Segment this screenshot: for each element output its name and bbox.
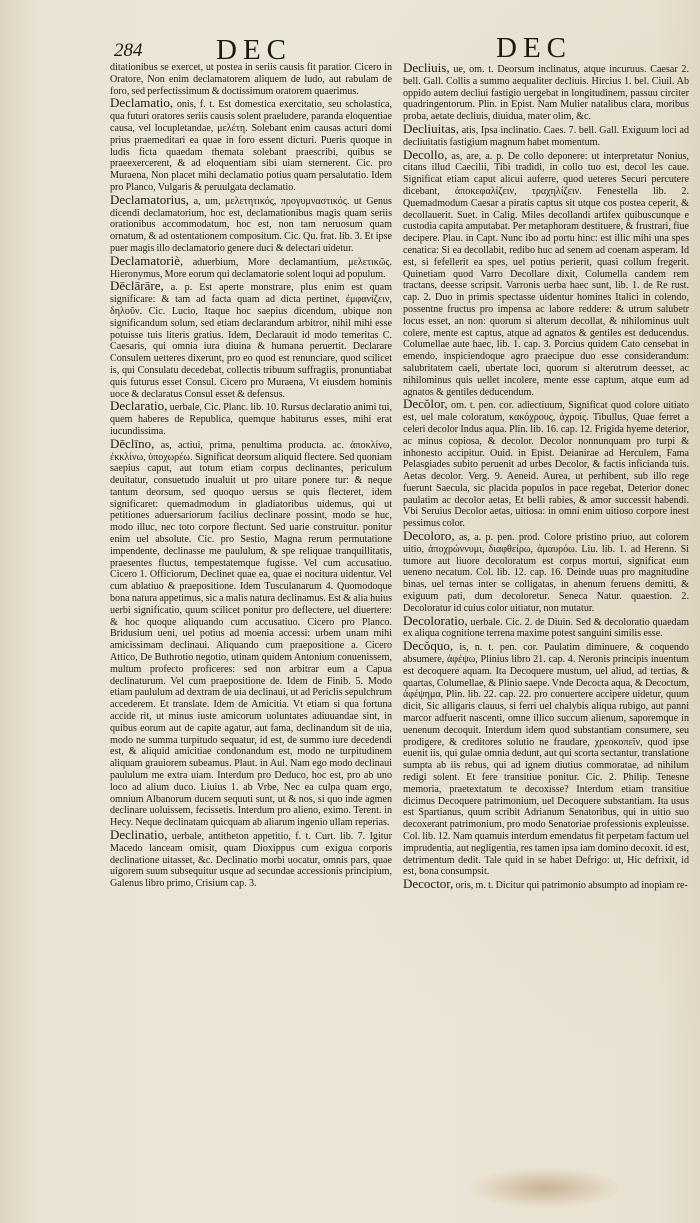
entry-headword: Declinatio, [110, 827, 168, 842]
entry-text: as, a. p. pen. prod. Colore pristino priuo, aut colorem uitio, ἀποχρώννυμι, διαφθείρω, ἀμαυρόω. Liu. lib. 1. ad Herenn. Si tumore aut liuore decoloratum est corpus mortui, significat eum ueneno necatum. Col. lib. 12. cap. 16. Deinde uuas pro magnitudine binas, uel ternas inter se colligatas, in ahenum feruens demitti, & exiguum pati, dum decoloretur. Seneca Natur. quaestion. 2. Decoloratur id cuius color uitiatur, non mutatur. [403, 532, 689, 614]
entry-text: uerbale, Cic. Planc. lib. 10. Rursus declaratio animi tui, quem haberes de Republica, quemque habiturus esses, mihi erat iucundissima. [110, 402, 392, 437]
entry-text: uerbale, antitheton appetitio, f. t. Curt. lib. 7. Igitur Macedo lanceam omisit, quam Dioxippus cum exigua corporis declinatione uitasset, &c. Declinatio morbi uocatur, omnis pars, quae uigorem suum subsequitur usque ad secundae accessionis principium, Galenus libro primo, Crisium cap. 3. [110, 831, 392, 890]
dictionary-entry [403, 612, 689, 641]
entry-headword: Decliuis, [403, 60, 450, 75]
entry-text: om. t. pen. cor. adiectiuum, Significat quod colore uitiato est, uel male coloratum, κακόχρους, ἀχροίς. Tibullus, Quae ferret a celeri decolor Indus aqua. Plin. lib. 16. cap. 12. Frigida hyeme deterior, ac minus copiosa, & decolor. Decolor nonnunquam pro turpi & inhonesto accipitur. Ouid. in Epist. Deianirae ad Herculem, Fama Pelasgiades subito peruenit ad urbes Decolor, & factis inficianda tuis. Aetas decolor. Verg. 9. Aeneid. Aurea, ut perhibent, sub illo rege fuerunt Saecula, sic placida populos in pace regebat, Deterior donec paulatim ac decolor aetas, Et belli rabies, & amor successit habendi. Vbi Seruius Decolor aetas, uitiosa: in omni enim uitioso corpore inest pessimus color. [403, 400, 689, 530]
dictionary-entry [110, 191, 392, 255]
entry-headword: Dēclārāre, [110, 278, 164, 294]
dictionary-entry [403, 530, 689, 615]
entry-text: uerbale. Cic. 2. de Diuin. Sed & decoloratio quaedam ex aliqua cognitione terrena maxime potest sanguini similis esse. [403, 616, 689, 640]
running-head-right: DEC [496, 32, 572, 64]
entry-headword: Declamatio, [110, 95, 174, 111]
dictionary-entry [403, 878, 689, 892]
dictionary-entry [110, 280, 392, 400]
entry-headword: Decliuitas, [403, 120, 459, 136]
entry-text: ue, om. t. Deorsum inclinatus, atque incuruus. Caesar 2. bell. Gall. Collis a summo aequaliter decliuis. Hircius 1. bel. Ciuil. Ab oppido autem decliui fastigio uergebat in longitudinem, passuu circiter quadringentorum. Plin. in Epist. Nam Mulier natalibus clara, moribus proba, aetate decliuis, diuidua, mater olim, &c. [403, 64, 689, 123]
entry-text: ditationibus se exercet, ut postea in seriis causis fit paratior. Cicero in Oratore, Non enim declamatorem aliquem de ludo, aut rabulam de foro, sed perfectissimum & doctissimum oratorem quaerimus. [110, 62, 392, 97]
entry-headword: Dēclīno, [110, 435, 155, 451]
entry-text: is, n. t. pen. cor. Paulatim diminuere, & coquendo absumere, ἀφέψω, Plinius libro 21. cap. 4. Neronis principis inuentum est decoquere aquam. Ita Decoquere mustum, uel aliud, ad tertias, & quartas, Columellae, & Plinio saepe. Vnde Decocta aqua, & Decoctum, ἀφέψημα, Plin. lib. 22. cap. 22. pro conuertere accipere uidetur, quum dicit, Sic alligaris clauus, si ferri uel chalybis aliqua rubigo, aut panni marcor adfuerit nascenti, omne illico succum alienum, saporemque in uenenum decoquit. Interdum idem quod substantiam consumere, seu prodigere, & creditores solutio ne fraudare, χρεοκοπεῖν, quod ipse euenit iis, qui gulae omnia dedunt, aut qui scorta sectantur, translatione sumpta ab iis rebus, qui ad ignem diutius commoratae, ad nihilum redigi solent. Et fere transitiue ponitur. Cic. 2. Philip. Tenesne memoria, praetextatum te decoxisse? Interdum etiam transitiue dicimus Decoquere patrimonium, uel Decoquere substantiam. Ita usus est Spartianus, quum scribit Adrianum Senatoribus, qui in uitio suo decoxerant patrimonium, pro modo Senatoriae professionis expleuisse. Col. lib. 12. Nam quamuis interdum emendatus fit perpetam factum uel imprudentia, aut negligentia, res tamen ipsa iam domino decoxit. id est, detrimentum dedit. Tale quid in se habet Defrigo: ut, Hic defrixit, id est, bona consumpsit. [403, 642, 689, 878]
entry-headword: Decŏquo, [403, 638, 454, 654]
left-column [110, 62, 392, 890]
dictionary-entry [110, 97, 392, 193]
entry-text: as, are, a. p. De collo deponere: ut interpretatur Nonius, citans illud Caecilii, Tibi tradidi, in collo tuo est, decol les caue. Significat etiam caput alicui auferre, quod ueteres Securi percutere dicebant, ἀποκεφαλίζειν, τραχηλίζειν. Fenestella lib. 2. Quemadmodum Caesar a piratis captus sit utque cos postea ceperit, & decollauerit. Suet. in Calig. Miles decollandi artifex quibuscunque e custodia capita amputabat. Per metaphoram destituere, & frustrari, fiue decipere. Plau. in Capt. Nunc ibo ad portu hinc: est illic mihi una spes cenatica: Si ea decollabit, redibo huc ad senem ad coenam asperam. Id est, si fefellerit ea spes, uel potius perierit, quasi collum fregerit. Quinetiam quod Varro Decollare dixit, Columella candem rem tractans, deesse scripsit. Varronis uerba haec sunt, lib. 1. de Re rust. cap. 2. Duo in primis spectasse uidentur homines Italici in colendo, possentne fructus pro impensa ac labore reddere: & utrum salubetr locus esset, an non: quorum si alterum decollat, & nihilominus uult colere, mente est captus, atque ad agnatos & gentiles est deducendus. Columellae aute haec, lib. 1. cap. 3. Porcius quidem Cato censebat in emendo, inspiciendoque agro praecipue duo esse considerandum: salubritatem caeli, ubertate loci, quorum si alterutrum deesset, ac nihilominus quis uellet incolere, mente esse captum, atque eum ad agnatos & gentiles deducendum. [403, 150, 689, 398]
entry-headword: Declamatorius, [110, 191, 190, 207]
paper-stain [470, 1168, 620, 1208]
entry-text: aduerbium, More declamantium, μελετικῶς. Hieronymus, More eorum qui declamatorie solent loqui ad populum. [110, 256, 392, 280]
entry-headword: Decollo, [403, 146, 448, 162]
dictionary-entry [403, 146, 689, 399]
dictionary-entry [110, 435, 393, 829]
right-column [403, 62, 689, 892]
entry-headword: Decoctor, [403, 876, 454, 892]
dictionary-entry [110, 400, 392, 437]
dictionary-entry [110, 62, 392, 97]
entry-text: oris, m. t. Dicitur qui patrimonio absumpto ad inopiam re- [455, 880, 688, 892]
dictionary-entry [403, 120, 689, 149]
entry-text: onis, f. t. Est domestica exercitatio, seu scholastica, qua futuri oratores seriis causis solent praeludere, paranda eloquentiae causa, vel locupletandae, μελέτη. Solebant enim causas acturi domi prius praemeditari ea quae in foro essent dicturi. Pueris quoque in ludis ficta quaedam themata solebant praescribi, quibus se praeexercerent, & ad eloquentiam sibi uiam sternerent. Cic. pro Muraena, Non placet mihi declamatio potius quam persalutatio. Idem pro Planco, Vulgaris & peruulgata declamatio. [110, 99, 392, 193]
dictionary-entry [110, 252, 392, 281]
entry-text: as, actiui, prima, penultima producta. ac. ἀποκλίνω, ἐκκλίνω, ὑποχωρέω. Significat deorsum aliquid flectere. Sed quoniam saepius caput, aut totum etiam corpus declinantes, periculum deuitatur, consuetudo inualuit ut pro uitare ponere tur: & neque tantum deorsum, sed quoquo uersus se quis flecteret, idem significaret: quemadmodum in gladiatoribus uidemus, qui ut petitiones aduersariorum facilius declinare possint, modo se huc, modo illuc, nec toto corpore flectunt. Sed uarie construitur. ponitur enim uel absolute. Cic. pro Sestio, Magna rerum permutatione impendente, declinasse me paululum, & spe reliquae tranquillitatis, praesentes fluctus, tempestatemque fugisse. Vel cum accusatiuo. Cicero 1. Officiorum, Declinet quae ea, quae ei nocitura uidentur. Vel cum ablatiuo & praepositione. Idem Tusculanarum 4. Quomodoque bona natura appetimus, sic a malis natura declinamus. Est & alia huius uerbi significatio, quum scilicet ponitur pro deflectere, uel diuertere: & hoc quoque aliquando cum accusatiuo. Cicero pro Planco. Bridusium ueni, uel potius ad moenia accessi: urbem unam mihi amicissimam declinaui. Aliquando cum praepositione a. Cicero Attico, De Buthrotio negotio, utinam quidem Antonium conuenissem, multum profecto proficeres: sed non arbitrar eum a Capua declinaturum. Vel cum praepositione de. Idem de Finib. 5. Modo etiam paululum ad dextram de uia declinaui, ut ad Periclis sepulchrum accederem. Et translate. Idem de Amicitia. Vt etiam si qua fortuna accide rit, ut minus iuste amicorum uoluntates adiuuandae sint, in quibus eorum aut de capite agatur, aut fama, declinandum sit de uia, modo ne summa turpitudo sequatur, id est, de summo iure decedendi est, & aliquid amicitiae condonandum est, modo ne turpitudinem aliquam grauiorem subeamus. Plaut. in Aul. Nam ego modo declinaui paululum me extra uiam. Interdum pro Deduco, hoc est, pro ab uno loco ad alium duco. Liuius 1. ab Vrbe, Nec ea culpa quam ergo, omnium Albanorum ducem sequuti sunt, ut & nos, si quo inde agmen declinare uoluissem, fecissetis. Interdum pro alieno, eximo. Terent. in Hecy. Neque declinatam quicquam ab aliarum ingenio ullam reperias. [110, 439, 393, 829]
dictionary-entry [403, 398, 689, 530]
entry-text: a. p. Est aperte monstrare, plus enim est quam significare: & tam ad facta quam ad dicta pertinet, ἐμφανίζειν, δηλοῦν. Cic. Lucio, Itaque hoc saepius dicendum, ubique non significandum solum, sed etiam declarandum arbitror, nihil mihi esse potuisse tuis literis gratius. Idem, Declarauit id modo temeritas C. Caesaris, qui omnia iura diuina & humana peruertit. Declarare Consulem uetteres dixerunt, pro eo quod est renunciare, quod scilicet is, qui Consulatu decedebat, collectis tribuum suffragiis, pronuntiabat quis futurus esset Consul. Cicero pro Muraena, Vt eiusdem hominis uoce & declaratus Consul esset & defensus. [110, 282, 392, 400]
entry-text: atis, Ipsa inclinatio. Caes. 7. bell. Gall. Exiguum loci ad decliuitatis fastigium magnum habet momentum. [403, 124, 689, 148]
page-number: 284 [114, 40, 143, 61]
entry-headword: Decŏlor, [403, 396, 448, 412]
running-head-left: DEC [216, 34, 292, 66]
entry-headword: Decoloro, [403, 528, 455, 544]
dictionary-entry [110, 829, 392, 890]
dictionary-entry [403, 62, 689, 123]
entry-headword: Decoloratio, [403, 612, 468, 628]
entry-headword: Declamatoriè, [110, 252, 184, 268]
entry-text: a, um, μελετητικός, προγυμναστικός. ut Genus dicendi declamatorium, hoc est, declamationibus magis quam seriis orationibus accommodatum, hoc est, non tam neruosum quam ornatum, & ad ostentationem compositum. Cic. Qu. frat. lib. 3. Et ipse puer magis illo declamatorio genere duci & delectari uidetur. [110, 195, 392, 254]
dictionary-entry [403, 640, 689, 878]
entry-headword: Declaratio, [110, 398, 168, 414]
